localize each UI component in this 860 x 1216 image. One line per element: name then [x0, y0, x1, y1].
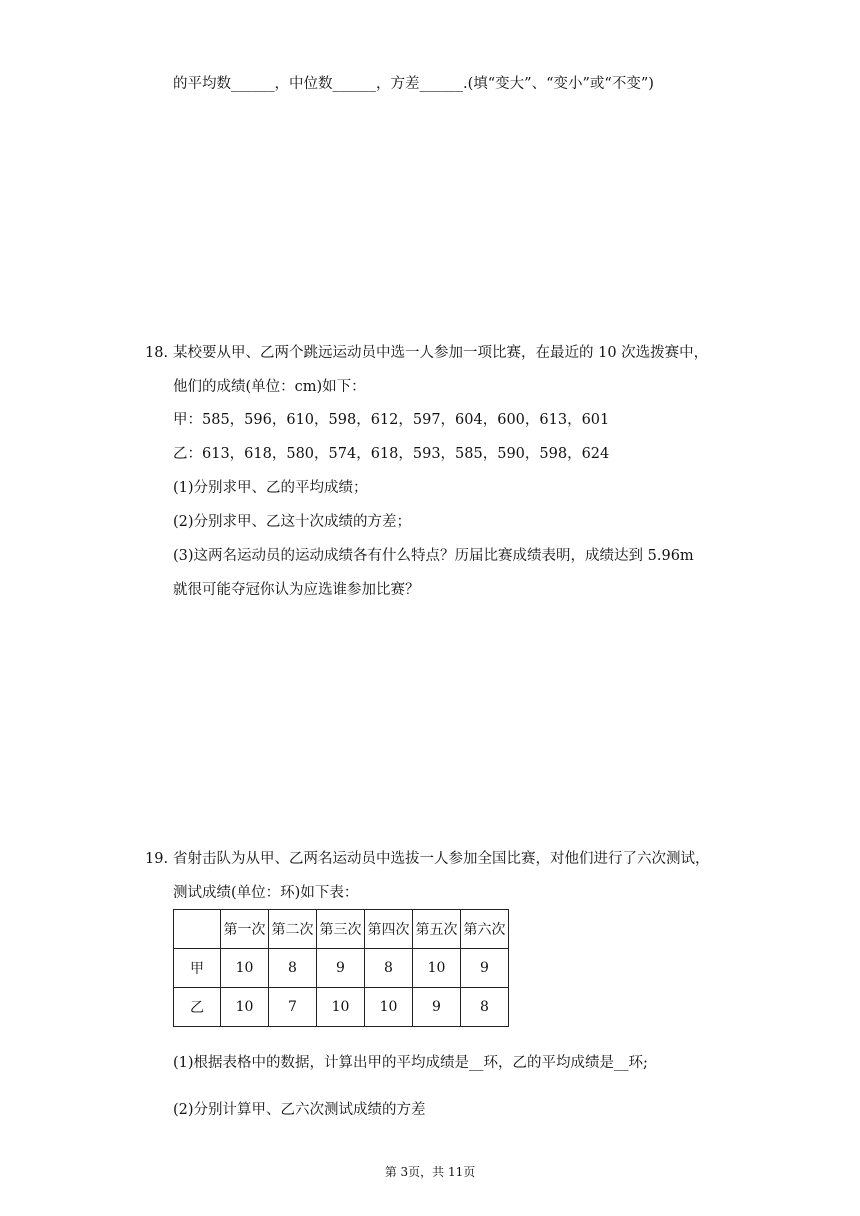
q19-sub-1: (1)根据表格中的数据，计算出甲的平均成绩是__环，乙的平均成绩是__环; — [173, 1055, 648, 1071]
q19-line-1: 省射击队为从甲、乙两名运动员中选拔一人参加全国比赛，对他们进行了六次测试， — [173, 851, 710, 867]
q18-line-1: 某校要从甲、乙两个跳远运动员中选一人参加一项比赛，在最近的 10 次选拨赛中， — [173, 345, 709, 361]
q17-line: 的平均数______，中位数______，方差______.(填“变大”、“变小”或“不变”) — [173, 76, 654, 92]
table-cell: 10 — [365, 988, 413, 1027]
table-cell: 8 — [269, 949, 317, 988]
table-header-cell: 第三次 — [317, 910, 365, 949]
q18-sub-3-cont: 就很可能夺冠你认为应选谁参加比赛？ — [173, 582, 420, 598]
page-footer: 第 3页，共 11页 — [384, 1165, 476, 1179]
table-cell: 10 — [221, 988, 269, 1027]
q18-sub-1: (1)分别求甲、乙的平均成绩； — [173, 480, 368, 496]
table-row — [174, 988, 509, 1027]
table-cell: 9 — [461, 949, 509, 988]
table-row-label: 乙 — [174, 988, 221, 1027]
table-cell: 8 — [461, 988, 509, 1027]
table-header-cell: 第二次 — [269, 910, 317, 949]
q19-number: 19. — [145, 851, 169, 867]
table-header-row — [174, 910, 509, 949]
table-cell: 10 — [413, 949, 461, 988]
q18-sub-3: (3)这两名运动员的运动成绩各有什么特点？历届比赛成绩表明，成绩达到 5.96m — [173, 548, 694, 564]
table-cell: 9 — [413, 988, 461, 1027]
table-cell: 9 — [317, 949, 365, 988]
table-cell: 7 — [269, 988, 317, 1027]
q18-jia-scores: 甲：585，596，610，598，612，597，604，600，613，601 — [173, 412, 610, 428]
table-header-cell: 第四次 — [365, 910, 413, 949]
table-header-cell: 第五次 — [413, 910, 461, 949]
q18-yi-scores: 乙：613，618，580，574，618，593，585，590，598，624 — [173, 446, 610, 462]
q18-sub-2: (2)分别求甲、乙这十次成绩的方差； — [173, 514, 412, 530]
score-table — [173, 909, 509, 1027]
table-corner-cell — [174, 910, 221, 949]
table-cell: 10 — [221, 949, 269, 988]
table-header-cell: 第一次 — [221, 910, 269, 949]
q19-sub-2: (2)分别计算甲、乙六次测试成绩的方差 — [173, 1102, 426, 1118]
table-row-label: 甲 — [174, 949, 221, 988]
table-row — [174, 949, 509, 988]
q19-line-2: 测试成绩(单位：环)如下表： — [173, 885, 359, 901]
table-header-cell: 第六次 — [461, 910, 509, 949]
q18-number: 18. — [145, 345, 169, 361]
table-cell: 8 — [365, 949, 413, 988]
q18-line-2: 他们的成绩(单位：cm)如下： — [173, 379, 366, 395]
table-cell: 10 — [317, 988, 365, 1027]
